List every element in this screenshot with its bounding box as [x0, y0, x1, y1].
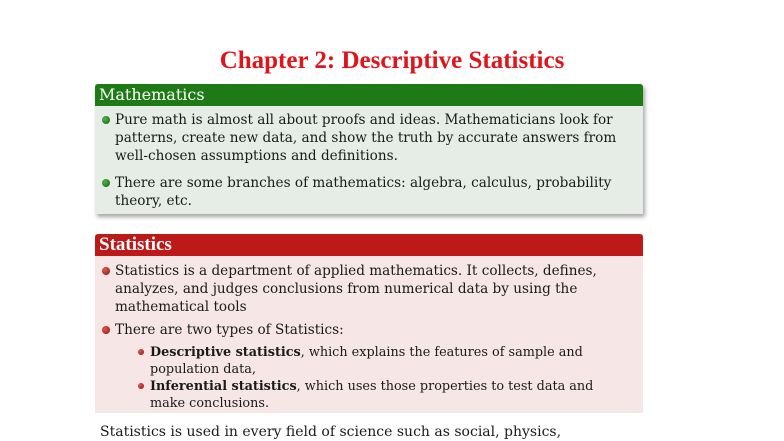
- stat-subitem-inferential: [150, 378, 620, 412]
- stat-list-item-2: [115, 321, 640, 339]
- subitem-term: Inferential statistics: [150, 379, 297, 394]
- stat-subitem-descriptive: [150, 344, 620, 378]
- sub-bullet-icon: [138, 383, 144, 389]
- sub-bullet-icon: [138, 349, 144, 355]
- statistics-block: [95, 234, 643, 413]
- stat-item-text: Statistics is a department of applied mathematics. It collects, defines, analyzes, and judges conclusions from numerical data by using the mathematical tools: [115, 263, 597, 315]
- bullet-icon: [102, 326, 110, 334]
- math-item-text: There are some branches of mathematics: algebra, calculus, probability theory, etc.: [115, 175, 612, 209]
- subitem-term: Descriptive statistics: [150, 345, 301, 360]
- statistics-block-header: Statistics: [95, 234, 643, 256]
- math-list-item-1: [115, 111, 640, 165]
- subitem-text: , which uses those properties to test data and make conclusions.: [150, 379, 594, 411]
- bullet-icon: [102, 179, 110, 187]
- bullet-icon: [102, 267, 110, 275]
- math-list-item-2: [115, 174, 640, 210]
- stat-list-item-1: [115, 262, 640, 316]
- footer-text: Statistics is used in every field of science such as social, physics,: [100, 424, 562, 440]
- math-item-text: Pure math is almost all about proofs and ideas. Mathematicians look for patterns, create new data, and show the truth by accurate answers from well-chosen assumptions and definitions.: [115, 112, 617, 164]
- page-title: Chapter 2: Descriptive Statistics: [219, 47, 565, 74]
- bullet-icon: [102, 116, 110, 124]
- subitem-text: , which explains the features of sample and population data,: [150, 345, 583, 377]
- mathematics-block-header: Mathematics: [95, 84, 643, 106]
- mathematics-block: [95, 84, 643, 214]
- stat-item-text: There are two types of Statistics:: [115, 322, 344, 338]
